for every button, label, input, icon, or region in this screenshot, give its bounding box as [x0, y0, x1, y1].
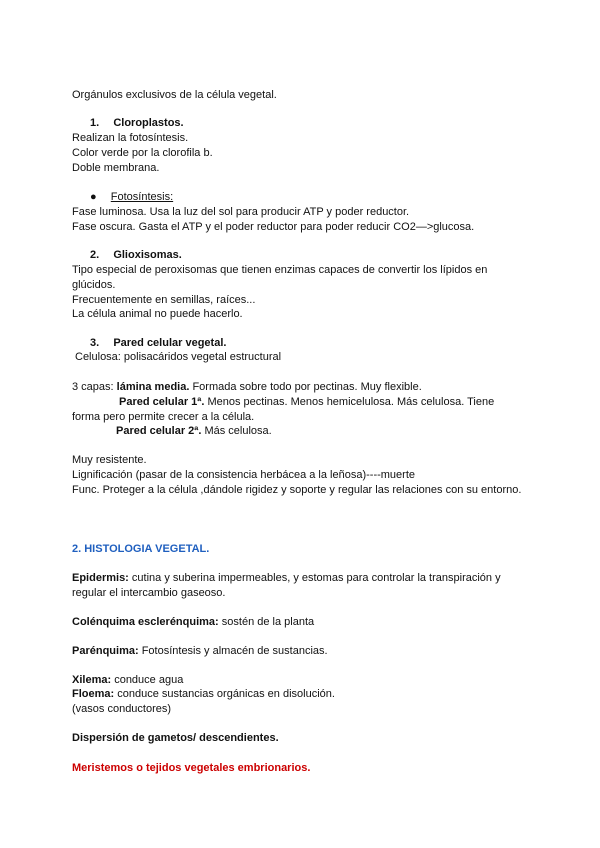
intro-text: Orgánulos exclusivos de la célula vegetal.	[72, 89, 277, 101]
xilema-text: conduce agua	[111, 674, 184, 686]
pared-extra-line: Muy resistente.	[72, 454, 147, 466]
section-1-heading	[90, 116, 184, 130]
section-2-number: 2.	[90, 249, 100, 261]
floema-line	[72, 687, 335, 701]
section-1-title: Cloroplastos.	[113, 117, 184, 129]
colenquima-line	[72, 615, 314, 629]
section-3-title: Pared celular vegetal.	[113, 337, 227, 349]
pared-2-text: Más celulosa.	[201, 425, 272, 437]
capas-line	[72, 380, 422, 394]
fotosintesis-line: Fase oscura. Gasta el ATP y el poder reductor para poder reducir CO2—>glucosa.	[72, 221, 475, 233]
section-1-line: Color verde por la clorofila b.	[72, 147, 213, 159]
section-2-line: La célula animal no puede hacerlo.	[72, 308, 243, 320]
pared-2-line	[116, 424, 272, 438]
section-1-line: Realizan la fotosíntesis.	[72, 132, 189, 144]
lamina-media-text: Formada sobre todo por pectinas. Muy flexible.	[189, 381, 422, 393]
section-2-line: Frecuentemente en semillas, raíces...	[72, 294, 256, 306]
lamina-media-label: lámina media.	[116, 381, 190, 393]
pared-1-line	[119, 395, 494, 409]
pared-1-text: Menos pectinas. Menos hemicelulosa. Más celulosa. Tiene	[204, 396, 495, 408]
xilema-line	[72, 673, 183, 687]
epidermis-label: Epidermis:	[72, 572, 129, 584]
epidermis-line	[72, 571, 501, 585]
fotosintesis-title: Fotosíntesis:	[110, 191, 174, 203]
vasos-line: (vasos conductores)	[72, 703, 172, 715]
bullet-icon: ●	[90, 191, 97, 203]
section-2-heading	[90, 248, 182, 262]
pared-extra-line: Lignificación (pasar de la consistencia herbácea a la leñosa)----muerte	[72, 469, 416, 481]
section-1-number: 1.	[90, 117, 100, 129]
parenquima-text: Fotosíntesis y almacén de sustancias.	[138, 645, 328, 657]
epidermis-text: cutina y suberina impermeables, y estomas para controlar la transpiración y	[128, 572, 501, 584]
parenquima-label: Parénquima:	[72, 645, 139, 657]
pared-extra-line: Func. Proteger a la célula ,dándole rigidez y soporte y regular las relaciones con su entorno.	[72, 484, 522, 496]
histologia-heading: 2. HISTOLOGIA VEGETAL.	[72, 543, 210, 555]
section-2-title: Glioxisomas.	[113, 249, 182, 261]
colenquima-label: Colénquima esclerénquima:	[72, 616, 219, 628]
pared-2-label: Pared celular 2ª.	[116, 425, 202, 437]
section-1-line: Doble membrana.	[72, 162, 160, 174]
section-3-number: 3.	[90, 337, 100, 349]
pared-1-continuation: forma pero permite crecer a la célula.	[72, 411, 255, 423]
xilema-label: Xilema:	[72, 674, 112, 686]
colenquima-text: sostén de la planta	[218, 616, 315, 628]
floema-label: Floema:	[72, 688, 115, 700]
section-3-heading	[90, 336, 226, 350]
section-2-line: Tipo especial de peroxisomas que tienen enzimas capaces de convertir los lípidos en	[72, 264, 488, 276]
section-2-line: glúcidos.	[72, 279, 116, 291]
dispersion-heading: Dispersión de gametos/ descendientes.	[72, 732, 279, 744]
fotosintesis-line: Fase luminosa. Usa la luz del sol para producir ATP y poder reductor.	[72, 206, 410, 218]
floema-text: conduce sustancias orgánicas en disolución.	[114, 688, 335, 700]
meristemos-heading: Meristemos o tejidos vegetales embrionarios.	[72, 762, 311, 774]
capas-prefix: 3 capas:	[72, 381, 117, 393]
pared-1-label: Pared celular 1ª.	[119, 396, 205, 408]
fotosintesis-bullet-item	[90, 190, 173, 204]
epidermis-continuation: regular el intercambio gaseoso.	[72, 587, 226, 599]
parenquima-line	[72, 644, 328, 658]
celulosa-line: Celulosa: polisacáridos vegetal estructural	[75, 351, 282, 363]
